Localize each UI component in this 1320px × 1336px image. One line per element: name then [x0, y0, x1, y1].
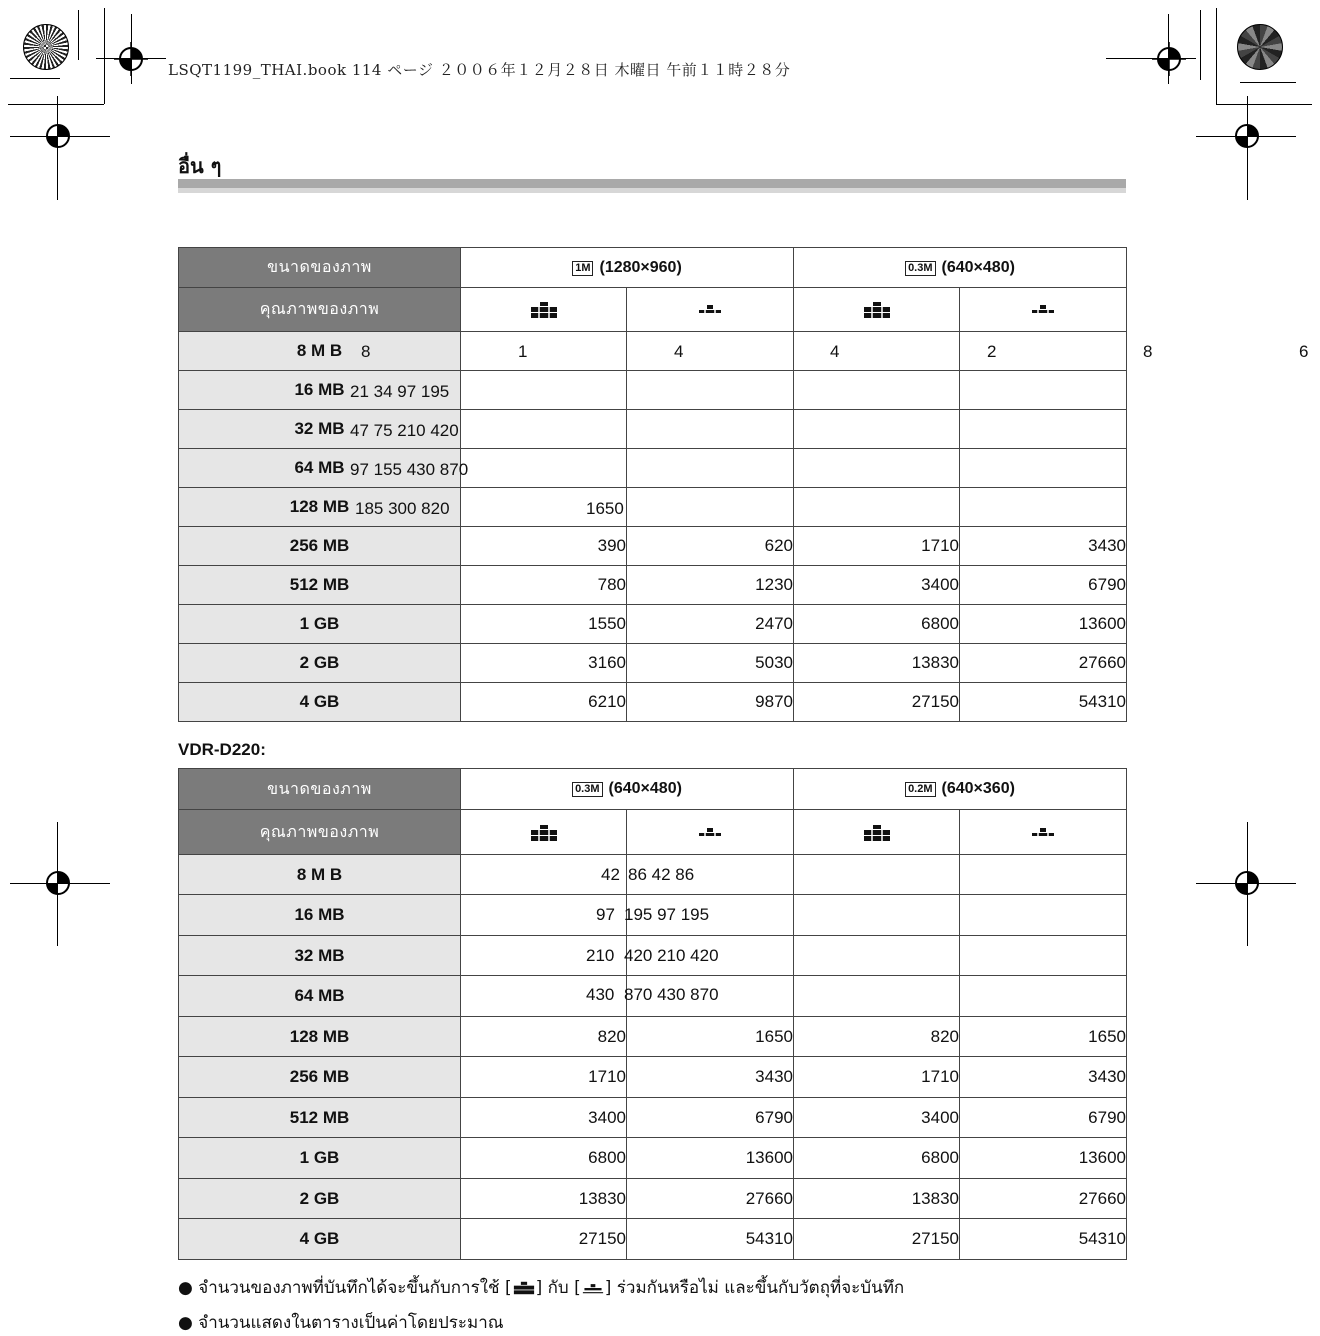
quality-normal-cell	[960, 810, 1127, 855]
size-02m-icon: 0.2M	[905, 782, 935, 797]
quality-normal-icon	[696, 301, 724, 319]
table-row	[179, 1017, 1127, 1057]
note-recordable-count: ● จำนวนของภาพที่บันทึกได้จะขึ้นกับการใช้ [ ] กับ [ ] ร่วมกันหรือไม่ และขึ้นกับวัตถุที่จะบันทึก	[178, 1278, 905, 1298]
table-row	[179, 1219, 1127, 1260]
picture-count-cell	[794, 488, 960, 527]
color-rosette-icon	[1237, 24, 1283, 70]
stray-value: 870 430 870	[624, 985, 719, 1004]
picture-count-cell: 13600	[627, 1138, 794, 1179]
capacity-label: 32 MB	[179, 410, 461, 449]
picture-count-cell: 9870	[627, 683, 794, 722]
picture-count-cell: 1710	[794, 527, 960, 566]
stray-value: 2	[987, 342, 997, 361]
picture-count-cell: 6800	[461, 1138, 627, 1179]
picture-count-cell: 1650	[627, 1017, 794, 1057]
stray-value: 210	[586, 946, 615, 965]
quality-normal-icon	[696, 824, 724, 842]
stray-value: 195 97 195	[624, 905, 710, 924]
picture-count-cell	[627, 371, 794, 410]
picture-count-cell	[960, 410, 1127, 449]
capacity-label: 16 MB	[179, 371, 461, 410]
size-03m-icon: 0.3M	[905, 261, 935, 276]
picture-count-cell	[960, 855, 1127, 895]
capacity-label: 128 MB	[179, 1017, 461, 1057]
quality-fine-cell	[461, 810, 627, 855]
picture-count-cell: 820	[461, 1017, 627, 1057]
picture-count-cell	[794, 332, 960, 371]
picture-count-cell: 820	[794, 1017, 960, 1057]
quality-fine-icon	[530, 301, 558, 319]
quality-fine-icon	[863, 301, 891, 319]
capacity-label: 4 GB	[179, 1219, 461, 1260]
picture-count-cell	[794, 410, 960, 449]
table-row	[179, 1057, 1127, 1098]
stray-value: 420 210 420	[624, 946, 719, 965]
quality-normal-icon	[1029, 301, 1057, 319]
quality-normal-icon	[1029, 824, 1057, 842]
quality-normal-cell	[627, 810, 794, 855]
capacity-label: 512 MB	[179, 566, 461, 605]
stray-value: 8	[361, 342, 371, 361]
section-title-bar	[178, 179, 1126, 193]
picture-count-cell	[461, 332, 627, 371]
picture-count-cell: 27660	[960, 1179, 1127, 1219]
picture-count-cell: 1650	[960, 1017, 1127, 1057]
capacity-table-1	[178, 247, 1127, 722]
resolution-header-02m: 0.2M (640×360)	[794, 769, 1127, 810]
stray-value: 97 155 430 870	[350, 460, 469, 479]
picture-count-cell	[960, 936, 1127, 976]
picture-count-cell: 3430	[627, 1057, 794, 1098]
stray-value: 430	[586, 985, 615, 1004]
quality-fine-icon	[512, 1281, 536, 1295]
picture-count-cell: 3400	[794, 566, 960, 605]
picture-count-cell: 54310	[627, 1219, 794, 1260]
picture-count-cell: 13600	[960, 1138, 1127, 1179]
table-row	[179, 566, 1127, 605]
capacity-label: 16 MB	[179, 895, 461, 936]
table-row	[179, 410, 1127, 449]
picture-count-cell: 3430	[960, 1057, 1127, 1098]
quality-normal-icon	[581, 1281, 605, 1295]
picture-count-cell: 3160	[461, 644, 627, 683]
picture-count-cell: 2470	[627, 605, 794, 644]
stray-value: 6	[1299, 342, 1309, 361]
picture-count-cell: 27660	[960, 644, 1127, 683]
note-approximate: ● จำนวนแสดงในตารางเป็นค่าโดยประมาณ	[178, 1313, 504, 1333]
table-row	[179, 332, 1127, 371]
capacity-label: 4 GB	[179, 683, 461, 722]
image-size-header: ขนาดของภาพ	[179, 248, 461, 288]
stray-value: 4	[674, 342, 684, 361]
picture-count-cell	[627, 449, 794, 488]
picture-count-cell	[794, 449, 960, 488]
capacity-label: 128 MB	[179, 488, 461, 527]
picture-count-cell	[627, 410, 794, 449]
stray-value: 4	[830, 342, 840, 361]
capacity-label: 64 MB	[179, 449, 461, 488]
table-row	[179, 683, 1127, 722]
capacity-table-2	[178, 768, 1127, 1260]
picture-count-cell: 13600	[960, 605, 1127, 644]
image-quality-header: คุณภาพของภาพ	[179, 810, 461, 855]
table-row	[179, 1179, 1127, 1219]
picture-count-cell: 27660	[627, 1179, 794, 1219]
picture-count-cell: 13830	[794, 1179, 960, 1219]
stray-value: 1650	[586, 499, 624, 518]
image-quality-header: คุณภาพของภาพ	[179, 288, 461, 332]
section-title: อื่น ๆ	[178, 154, 222, 178]
picture-count-cell: 3400	[461, 1098, 627, 1138]
picture-count-cell	[794, 371, 960, 410]
quality-fine-icon	[530, 824, 558, 842]
picture-count-cell	[960, 488, 1127, 527]
capacity-label: 2 GB	[179, 1179, 461, 1219]
picture-count-cell: 3400	[794, 1098, 960, 1138]
stray-value: 8	[1143, 342, 1153, 361]
resolution-header-03m: 0.3M (640×480)	[794, 248, 1127, 288]
picture-count-cell: 6210	[461, 683, 627, 722]
picture-count-cell: 620	[627, 527, 794, 566]
quality-normal-cell	[960, 288, 1127, 332]
picture-count-cell	[794, 855, 960, 895]
stray-value: 42	[601, 865, 620, 884]
stray-value: 185 300 820	[355, 499, 450, 518]
capacity-label: 8 M B	[179, 332, 461, 371]
quality-fine-cell	[461, 288, 627, 332]
stray-value: 47 75 210 420	[350, 421, 459, 440]
picture-count-cell	[627, 332, 794, 371]
resolution-header-03m: 0.3M (640×480)	[461, 769, 794, 810]
picture-count-cell: 54310	[960, 1219, 1127, 1260]
capacity-label: 256 MB	[179, 1057, 461, 1098]
picture-count-cell	[960, 449, 1127, 488]
picture-count-cell: 27150	[461, 1219, 627, 1260]
picture-count-cell	[960, 371, 1127, 410]
picture-count-cell	[627, 488, 794, 527]
quality-fine-icon	[863, 824, 891, 842]
capacity-label: 1 GB	[179, 1138, 461, 1179]
image-size-header: ขนาดของภาพ	[179, 769, 461, 810]
quality-normal-cell	[627, 288, 794, 332]
resolution-header-1m: 1M (1280×960)	[461, 248, 794, 288]
picture-count-cell: 6790	[960, 566, 1127, 605]
picture-count-cell: 27150	[794, 1219, 960, 1260]
capacity-label: 64 MB	[179, 976, 461, 1017]
picture-count-cell: 1230	[627, 566, 794, 605]
quality-fine-cell	[794, 810, 960, 855]
picture-count-cell: 3430	[960, 527, 1127, 566]
capacity-label: 512 MB	[179, 1098, 461, 1138]
capacity-label: 256 MB	[179, 527, 461, 566]
capacity-label: 8 M B	[179, 855, 461, 895]
stray-value: 86 42 86	[628, 865, 695, 884]
size-1m-icon: 1M	[572, 261, 593, 276]
picture-count-cell	[794, 936, 960, 976]
picture-count-cell: 1710	[461, 1057, 627, 1098]
capacity-label: 1 GB	[179, 605, 461, 644]
picture-count-cell: 54310	[960, 683, 1127, 722]
registration-mark-icon	[1152, 42, 1186, 76]
capacity-label: 2 GB	[179, 644, 461, 683]
picture-count-cell	[461, 410, 627, 449]
picture-count-cell: 6790	[960, 1098, 1127, 1138]
model-label: VDR-D220:	[178, 740, 266, 759]
table-row	[179, 605, 1127, 644]
picture-count-cell: 6800	[794, 1138, 960, 1179]
picture-count-cell	[794, 976, 960, 1017]
picture-count-cell: 13830	[461, 1179, 627, 1219]
table-row	[179, 1138, 1127, 1179]
size-03m-icon: 0.3M	[572, 782, 602, 797]
table-row	[179, 644, 1127, 683]
quality-fine-cell	[794, 288, 960, 332]
stray-value: 97	[596, 905, 615, 924]
picture-count-cell	[960, 332, 1127, 371]
picture-count-cell: 6800	[794, 605, 960, 644]
picture-count-cell: 390	[461, 527, 627, 566]
picture-count-cell	[461, 449, 627, 488]
picture-count-cell	[960, 976, 1127, 1017]
stray-value: 21 34 97 195	[350, 382, 450, 401]
picture-count-cell: 5030	[627, 644, 794, 683]
picture-count-cell: 1550	[461, 605, 627, 644]
picture-count-cell: 1710	[794, 1057, 960, 1098]
picture-count-cell: 780	[461, 566, 627, 605]
picture-count-cell	[794, 895, 960, 936]
table-row	[179, 1098, 1127, 1138]
table-row	[179, 449, 1127, 488]
picture-count-cell: 6790	[627, 1098, 794, 1138]
picture-count-cell: 27150	[794, 683, 960, 722]
stray-value: 1	[518, 342, 528, 361]
table-row	[179, 527, 1127, 566]
picture-count-cell: 13830	[794, 644, 960, 683]
table-row	[179, 371, 1127, 410]
capacity-label: 32 MB	[179, 936, 461, 976]
picture-count-cell	[461, 371, 627, 410]
picture-count-cell	[960, 895, 1127, 936]
print-header: LSQT1199_THAI.book 114 ページ ２００６年１２月２８日 木曜日 午前１１時２８分	[168, 61, 791, 79]
color-rosette-icon	[23, 24, 69, 70]
table-row	[179, 488, 1127, 527]
